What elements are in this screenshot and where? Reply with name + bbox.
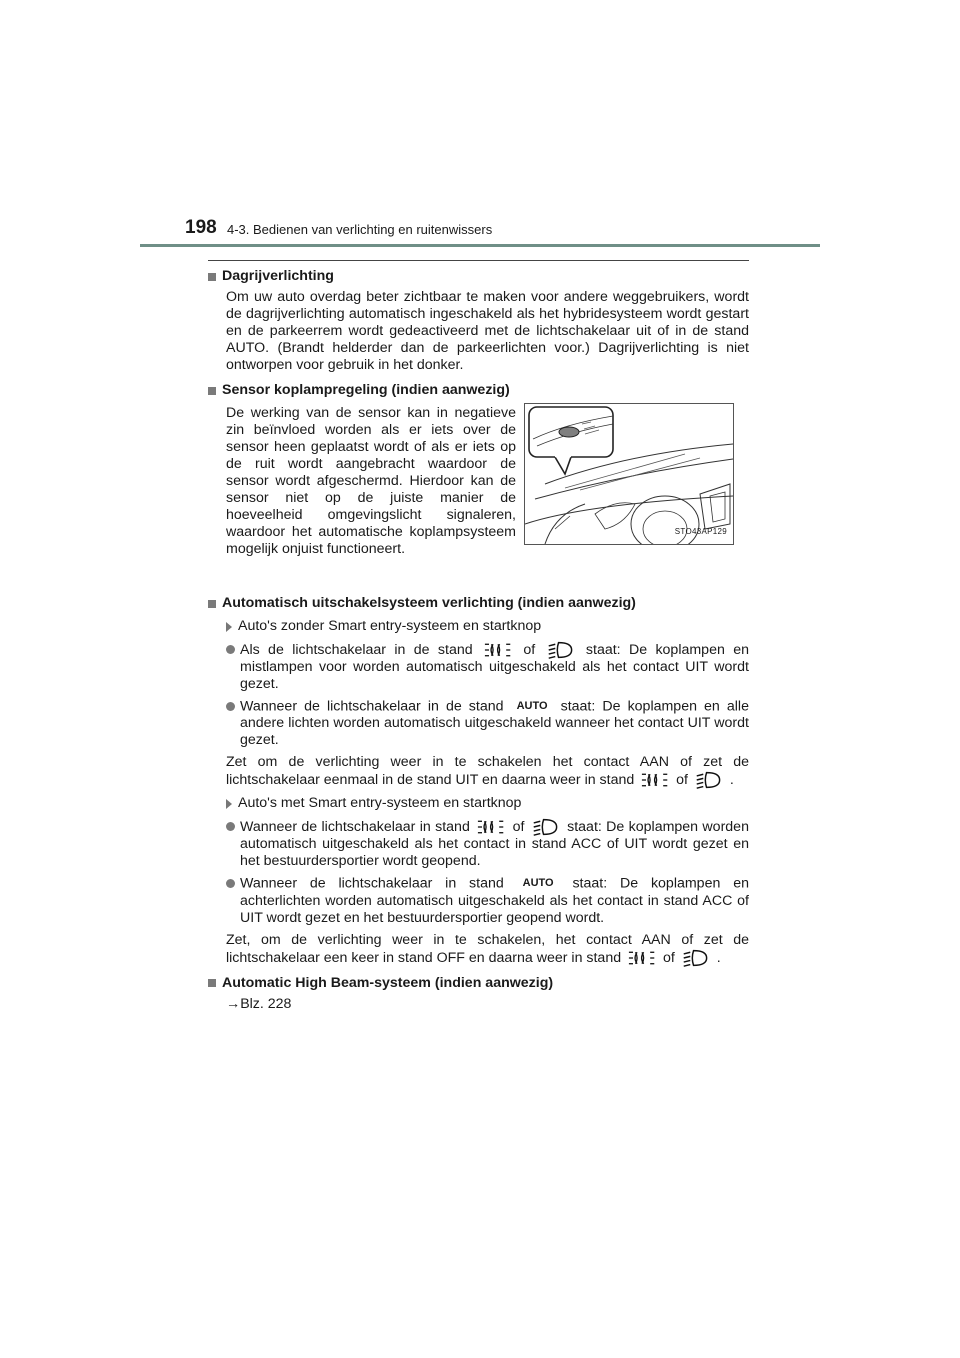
triangle-bullet-icon xyxy=(226,622,232,632)
square-bullet-icon xyxy=(208,273,216,281)
headlight-icon xyxy=(532,818,560,836)
heading-sensor: Sensor koplampregeling (indien aanwezig) xyxy=(208,382,749,399)
tail-light-icon xyxy=(628,949,656,967)
headlight-icon xyxy=(682,949,710,967)
section-rule xyxy=(208,260,749,261)
list-item: Wanneer de lichtschakelaar in stand AUTO staat: De koplampen en achterlichten worden automatisch uitgeschakeld als het contact in stand ACC of UIT wordt gezet en het bestuurdersportier geopend wordt. xyxy=(208,875,749,926)
sensor-text: De werking van de sensor kan in negatieve zin beïnvloed worden als er iets over de sensor heen geplaatst wordt of als er iets op de ruit wordt aangebracht waardoor de sensor wordt afgeschermd. Hierdoor kan de sensor niet op de juiste manier de hoeveelheid omgevingslicht signaleren, waardoor het automatische koplampsysteem mogelijk onjuist functioneert. xyxy=(226,405,516,557)
dashboard-figure xyxy=(524,403,734,545)
header-rule xyxy=(140,244,820,247)
list-item: Wanneer de lichtschakelaar in stand of staat: De koplampen worden automatisch uitgeschakeld als het contact in stand ACC of UIT wordt gezet en het bestuurdersportier wordt geopend. xyxy=(208,818,749,870)
tail-light-icon xyxy=(477,818,505,836)
headlight-icon xyxy=(547,641,575,659)
subheading-with-smart: Auto's met Smart entry-systeem en startknop xyxy=(208,795,749,812)
triangle-bullet-icon xyxy=(226,799,232,809)
sensor-block xyxy=(208,405,749,581)
tail-light-icon xyxy=(484,641,512,659)
tail-light-icon xyxy=(641,771,669,789)
drl-text: Om uw auto overdag beter zichtbaar te maken voor andere weggebruikers, wordt de dagrijverlichting automatisch ingeschakeld als het hybridesysteem wordt gestart en de parkeerrem wordt gedeactiveerd met de lichtschakelaar uit of in de stand AUTO. (Brandt helderder dan de parkeerlichten voor.) Dagrijverlichting is niet ontworpen voor gebruik in het donker. xyxy=(226,289,749,373)
reactivate-text-1: Zet om de verlichting weer in te schakelen het contact AAN of zet de lichtschakelaar eenmaal in de stand UIT en daarna weer in stand of . xyxy=(226,754,749,788)
subheading-without-smart: Auto's zonder Smart entry-systeem en startknop xyxy=(208,618,749,635)
list-item: Wanneer de lichtschakelaar in de stand AUTO staat: De koplampen en alle andere lichten worden automatisch uitgeschakeld wanneer het contact UIT wordt gezet. xyxy=(208,698,749,749)
auto-symbol: AUTO xyxy=(522,877,554,890)
page-number: 198 xyxy=(185,217,217,238)
dot-bullet-icon xyxy=(226,879,235,888)
heading-auto-off: Automatisch uitschakelsysteem verlichting (indien aanwezig) xyxy=(208,595,749,612)
square-bullet-icon xyxy=(208,600,216,608)
page-header xyxy=(140,214,820,246)
figure-label: STO43AP129 xyxy=(674,527,727,536)
dot-bullet-icon xyxy=(226,822,235,831)
dot-bullet-icon xyxy=(226,645,235,654)
page-content xyxy=(208,268,749,1013)
square-bullet-icon xyxy=(208,979,216,987)
headlight-icon xyxy=(695,771,723,789)
chapter-title: 4-3. Bedienen van verlichting en ruitenwissers xyxy=(227,222,493,237)
auto-symbol: AUTO xyxy=(516,700,548,712)
heading-ahb: Automatic High Beam-systeem (indien aanwezig) xyxy=(208,975,749,992)
page-reference: →Blz. 228 xyxy=(226,995,292,1012)
dot-bullet-icon xyxy=(226,702,235,711)
heading-drl: Dagrijverlichting xyxy=(208,268,749,285)
list-item: Als de lichtschakelaar in de stand of staat: De koplampen en mistlampen voor worden automatisch uitgeschakeld als het contact UIT wordt gezet. xyxy=(208,641,749,693)
reactivate-text-2: Zet, om de verlichting weer in te schakelen, het contact AAN of zet de lichtschakelaar een keer in stand OFF en daarna weer in stand of . xyxy=(226,931,749,966)
square-bullet-icon xyxy=(208,387,216,395)
